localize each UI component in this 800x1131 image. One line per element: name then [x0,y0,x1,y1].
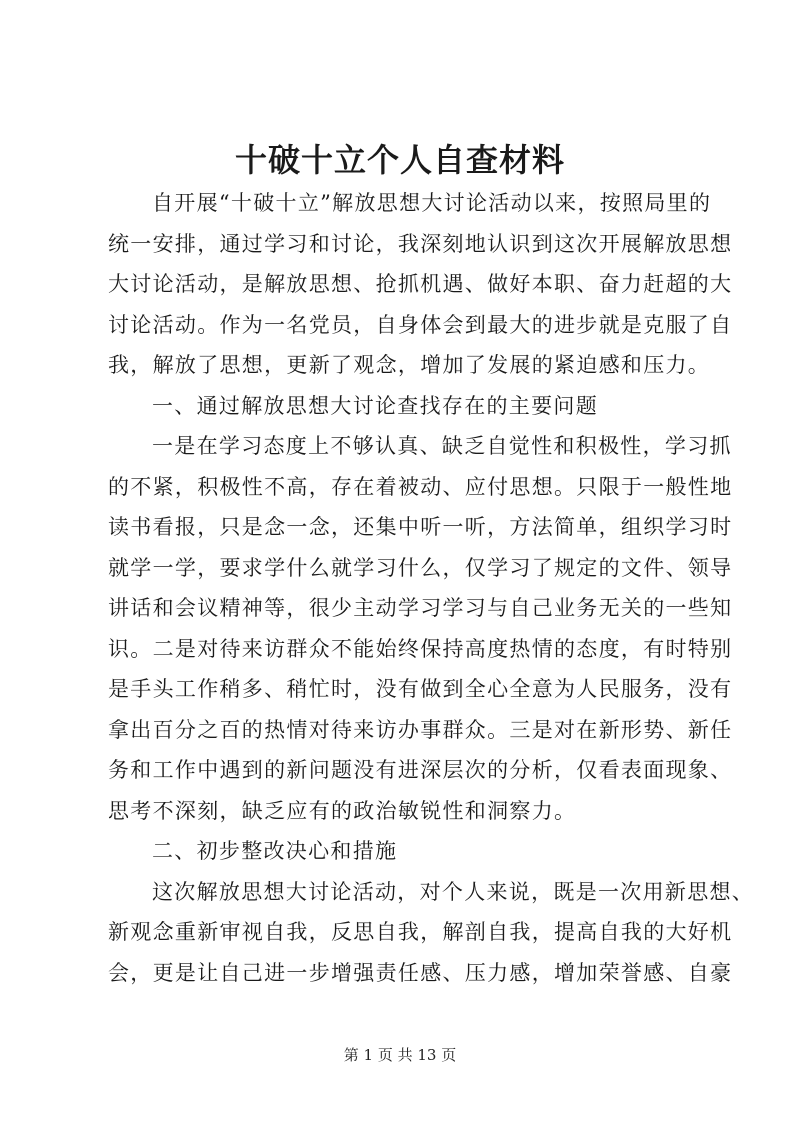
paragraph-line: 是手头工作稍多、稍忙时，没有做到全心全意为人民服务，没有 [108,677,733,701]
paragraph-line: 新观念重新审视自我，反思自我，解剖自我，提高自我的大好机 [108,920,733,944]
paragraph-line: 拿出百分之百的热情对待来访办事群众。三是对在新形势、新任 [108,717,733,742]
paragraph-line: 自开展“十破十立”解放思想大讨论活动以来，按照局里的 [152,191,712,215]
paragraph-line: 务和工作中遇到的新问题没有进深层次的分析，仅看表面现象、 [108,758,733,782]
paragraph-line: 就学一学，要求学什么就学习什么，仅学习了规定的文件、领导 [108,555,733,580]
paragraph-line: 大讨论活动，是解放思想、抢抓机遇、做好本职、奋力赶超的大 [108,272,733,296]
paragraph-line: 识。二是对待来访群众不能始终保持高度热情的态度，有时特别 [108,636,733,661]
paragraph-line: 讲话和会议精神等，很少主动学习学习与自己业务无关的一些知 [108,596,733,620]
section-heading: 二、初步整改决心和措施 [152,839,398,863]
paragraph-line: 这次解放思想大讨论活动，对个人来说，既是一次用新思想、 [152,879,755,904]
document-title: 十破十立个人自查材料 [234,141,565,179]
paragraph-line: 会，更是让自己进一步增强责任感、压力感，增加荣誉感、自豪 [108,960,733,985]
paragraph-line: 读书看报，只是念一念，还集中听一听，方法简单，组织学习时 [108,515,733,539]
paragraph-line: 统一安排，通过学习和讨论，我深刻地认识到这次开展解放思想 [108,231,733,256]
paragraph-line: 一是在学习态度上不够认真、缺乏自觉性和积极性，学习抓 [152,434,732,458]
document-body [108,183,755,993]
page-number-footer: 第 1 页 共 13 页 [343,1046,457,1064]
paragraph-line: 的不紧，积极性不高，存在着被动、应付思想。只限于一般性地 [108,474,733,499]
paragraph-line: 思考不深刻，缺乏应有的政治敏锐性和洞察力。 [108,798,577,823]
section-heading: 一、通过解放思想大讨论查找存在的主要问题 [152,393,598,418]
paragraph-line: 我，解放了思想，更新了观念，增加了发展的紧迫感和压力。 [108,353,711,377]
paragraph-line: 讨论活动。作为一名党员，自身体会到最大的进步就是克服了自 [108,312,733,337]
